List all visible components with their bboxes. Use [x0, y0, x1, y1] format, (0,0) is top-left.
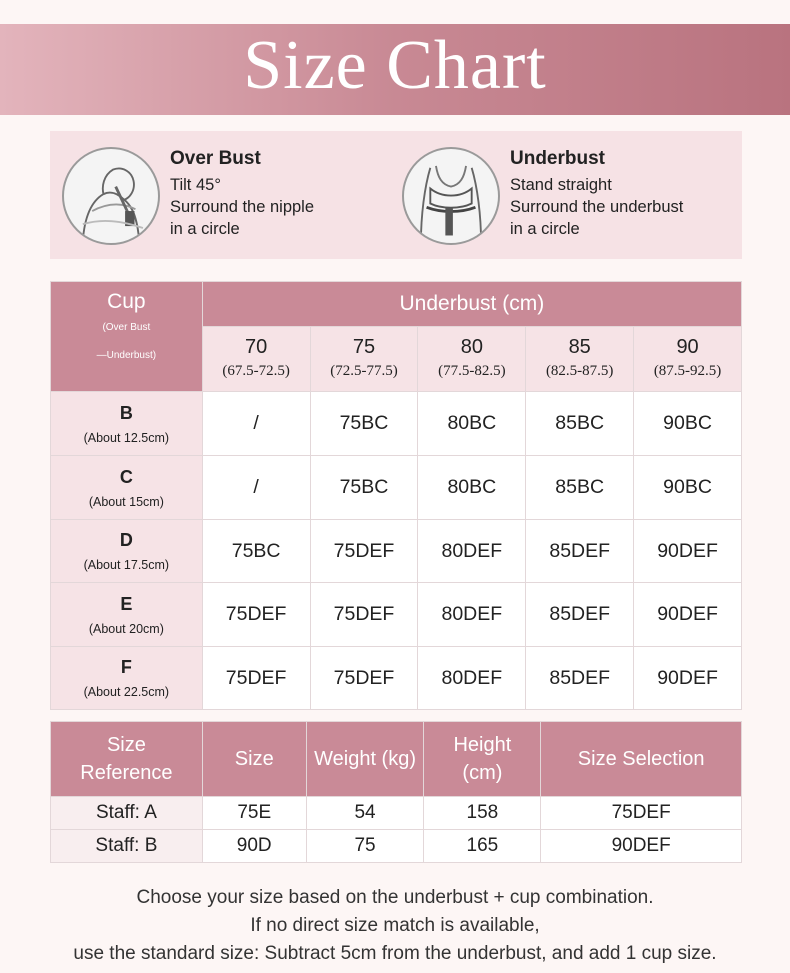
- size-cell: 75BC: [202, 520, 310, 583]
- size-cell: 90DEF: [634, 647, 742, 710]
- cup-note: (Over Bust: [102, 321, 151, 333]
- underbust-instruction: Surround the underbust: [510, 198, 684, 216]
- staff-size-selection: 90DEF: [541, 830, 742, 863]
- height-header: [424, 722, 541, 797]
- cup-letter: D: [119, 530, 133, 550]
- staff-weight: 54: [306, 797, 424, 830]
- underbust-range: (72.5-77.5): [330, 363, 398, 379]
- cup-letter: B: [119, 402, 133, 423]
- cup-label-cell: [51, 647, 203, 710]
- cup-label-cell: [51, 583, 203, 647]
- underbust-size: 80: [460, 336, 483, 358]
- underbust-column-header: [202, 327, 310, 392]
- underbust-title: Underbust: [510, 148, 605, 169]
- underbust-size: 90: [676, 336, 699, 358]
- staff-size: 90D: [202, 830, 306, 863]
- note-line: use the standard size: Subtract 5cm from the underbust, and add 1 cup size.: [73, 943, 717, 964]
- size-cell: 90DEF: [634, 520, 742, 583]
- table-row: [51, 830, 742, 863]
- cup-label-cell: [51, 456, 203, 520]
- size-cell: 85BC: [526, 392, 634, 456]
- underbust-size: 85: [568, 336, 591, 358]
- note-line: If no direct size match is available,: [250, 915, 540, 936]
- size-cell: 90BC: [634, 392, 742, 456]
- size-cell: 85BC: [526, 456, 634, 520]
- cup-difference: (About 15cm): [88, 494, 164, 509]
- underbust-header: Underbust (cm): [399, 292, 545, 315]
- cup-letter: E: [120, 593, 133, 614]
- page-title: Size Chart: [243, 26, 547, 104]
- cup-difference: (About 22.5cm): [83, 685, 170, 699]
- size-cell: 80BC: [418, 392, 526, 456]
- size-cell: 80DEF: [418, 520, 526, 583]
- ref-header-line: Reference: [80, 762, 173, 784]
- underbust-range: (82.5-87.5): [545, 363, 614, 379]
- size-cell: 90BC: [634, 456, 742, 520]
- cup-label-cell: [51, 392, 203, 456]
- table-row: [51, 456, 742, 520]
- size-table: [50, 281, 742, 710]
- underbust-measure-icon: [402, 147, 500, 245]
- over-bust-instruction: Surround the nipple: [170, 198, 315, 216]
- sizing-notes: [0, 884, 790, 968]
- cup-header: Cup: [107, 289, 146, 313]
- over-bust-instruction: in a circle: [170, 220, 240, 238]
- table-row: [51, 520, 742, 583]
- size-selection-header: Size Selection: [541, 722, 742, 797]
- underbust-text: [510, 148, 683, 240]
- note-line: Choose your size based on the underbust + cup combination.: [136, 887, 654, 908]
- staff-label: Staff: B: [51, 830, 203, 863]
- size-header: Size: [202, 722, 306, 797]
- over-bust-measure-icon: [62, 147, 160, 245]
- size-cell: 75DEF: [202, 583, 310, 647]
- over-bust-text: [170, 148, 314, 240]
- table-row: [51, 583, 742, 647]
- measurement-guide: [50, 131, 742, 259]
- underbust-guide: [402, 131, 732, 259]
- size-cell: 80BC: [418, 456, 526, 520]
- size-cell: 75BC: [310, 456, 418, 520]
- size-cell: 85DEF: [526, 583, 634, 647]
- cup-header-cell: [51, 282, 203, 392]
- underbust-size: 70: [244, 336, 268, 358]
- over-bust-guide: [62, 131, 392, 259]
- underbust-column-header: [526, 327, 634, 392]
- cup-letter: C: [119, 466, 133, 487]
- underbust-column-header: [418, 327, 526, 392]
- staff-size: 75E: [202, 797, 306, 830]
- cup-difference: (About 12.5cm): [83, 430, 170, 445]
- underbust-range: (77.5-82.5): [438, 363, 506, 379]
- cup-difference: (About 20cm): [88, 621, 164, 636]
- staff-label: Staff: A: [51, 797, 203, 830]
- height-header-line: (cm): [462, 762, 503, 784]
- underbust-header-cell: [202, 282, 741, 327]
- size-cell: 75DEF: [202, 647, 310, 710]
- size-cell: 80DEF: [418, 647, 526, 710]
- staff-weight: 75: [306, 830, 424, 863]
- underbust-column-header: [310, 327, 418, 392]
- height-header-line: Height: [453, 734, 512, 756]
- size-cell: 75DEF: [310, 647, 418, 710]
- staff-height: 165: [424, 830, 541, 863]
- size-cell: /: [202, 392, 310, 456]
- size-cell: 75DEF: [310, 520, 418, 583]
- cup-note: —Underbust): [96, 349, 157, 361]
- size-cell: 75BC: [310, 392, 418, 456]
- size-reference-header: [51, 722, 203, 797]
- table-row: [51, 392, 742, 456]
- over-bust-title: Over Bust: [170, 148, 261, 169]
- size-cell: 90DEF: [634, 583, 742, 647]
- size-cell: 85DEF: [526, 647, 634, 710]
- underbust-range: (87.5-92.5): [653, 363, 722, 379]
- size-cell: 80DEF: [418, 583, 526, 647]
- underbust-instruction: Stand straight: [510, 176, 612, 194]
- size-cell: 75DEF: [310, 583, 418, 647]
- underbust-column-header: [634, 327, 742, 392]
- underbust-instruction: in a circle: [510, 220, 580, 238]
- size-cell: 85DEF: [526, 520, 634, 583]
- size-cell: /: [202, 456, 310, 520]
- cup-difference: (About 17.5cm): [83, 558, 170, 572]
- underbust-size: 75: [352, 336, 376, 358]
- ref-header-line: Size: [106, 734, 146, 756]
- table-row: [51, 797, 742, 830]
- size-reference-table: [50, 721, 742, 863]
- underbust-range: (67.5-72.5): [222, 363, 290, 379]
- cup-letter: F: [120, 657, 132, 677]
- over-bust-instruction: Tilt 45°: [170, 176, 221, 194]
- staff-size-selection: 75DEF: [541, 797, 742, 830]
- cup-label-cell: [51, 520, 203, 583]
- table-row: [51, 647, 742, 710]
- staff-height: 158: [424, 797, 541, 830]
- title-banner: [0, 24, 790, 115]
- weight-header: Weight (kg): [306, 722, 424, 797]
